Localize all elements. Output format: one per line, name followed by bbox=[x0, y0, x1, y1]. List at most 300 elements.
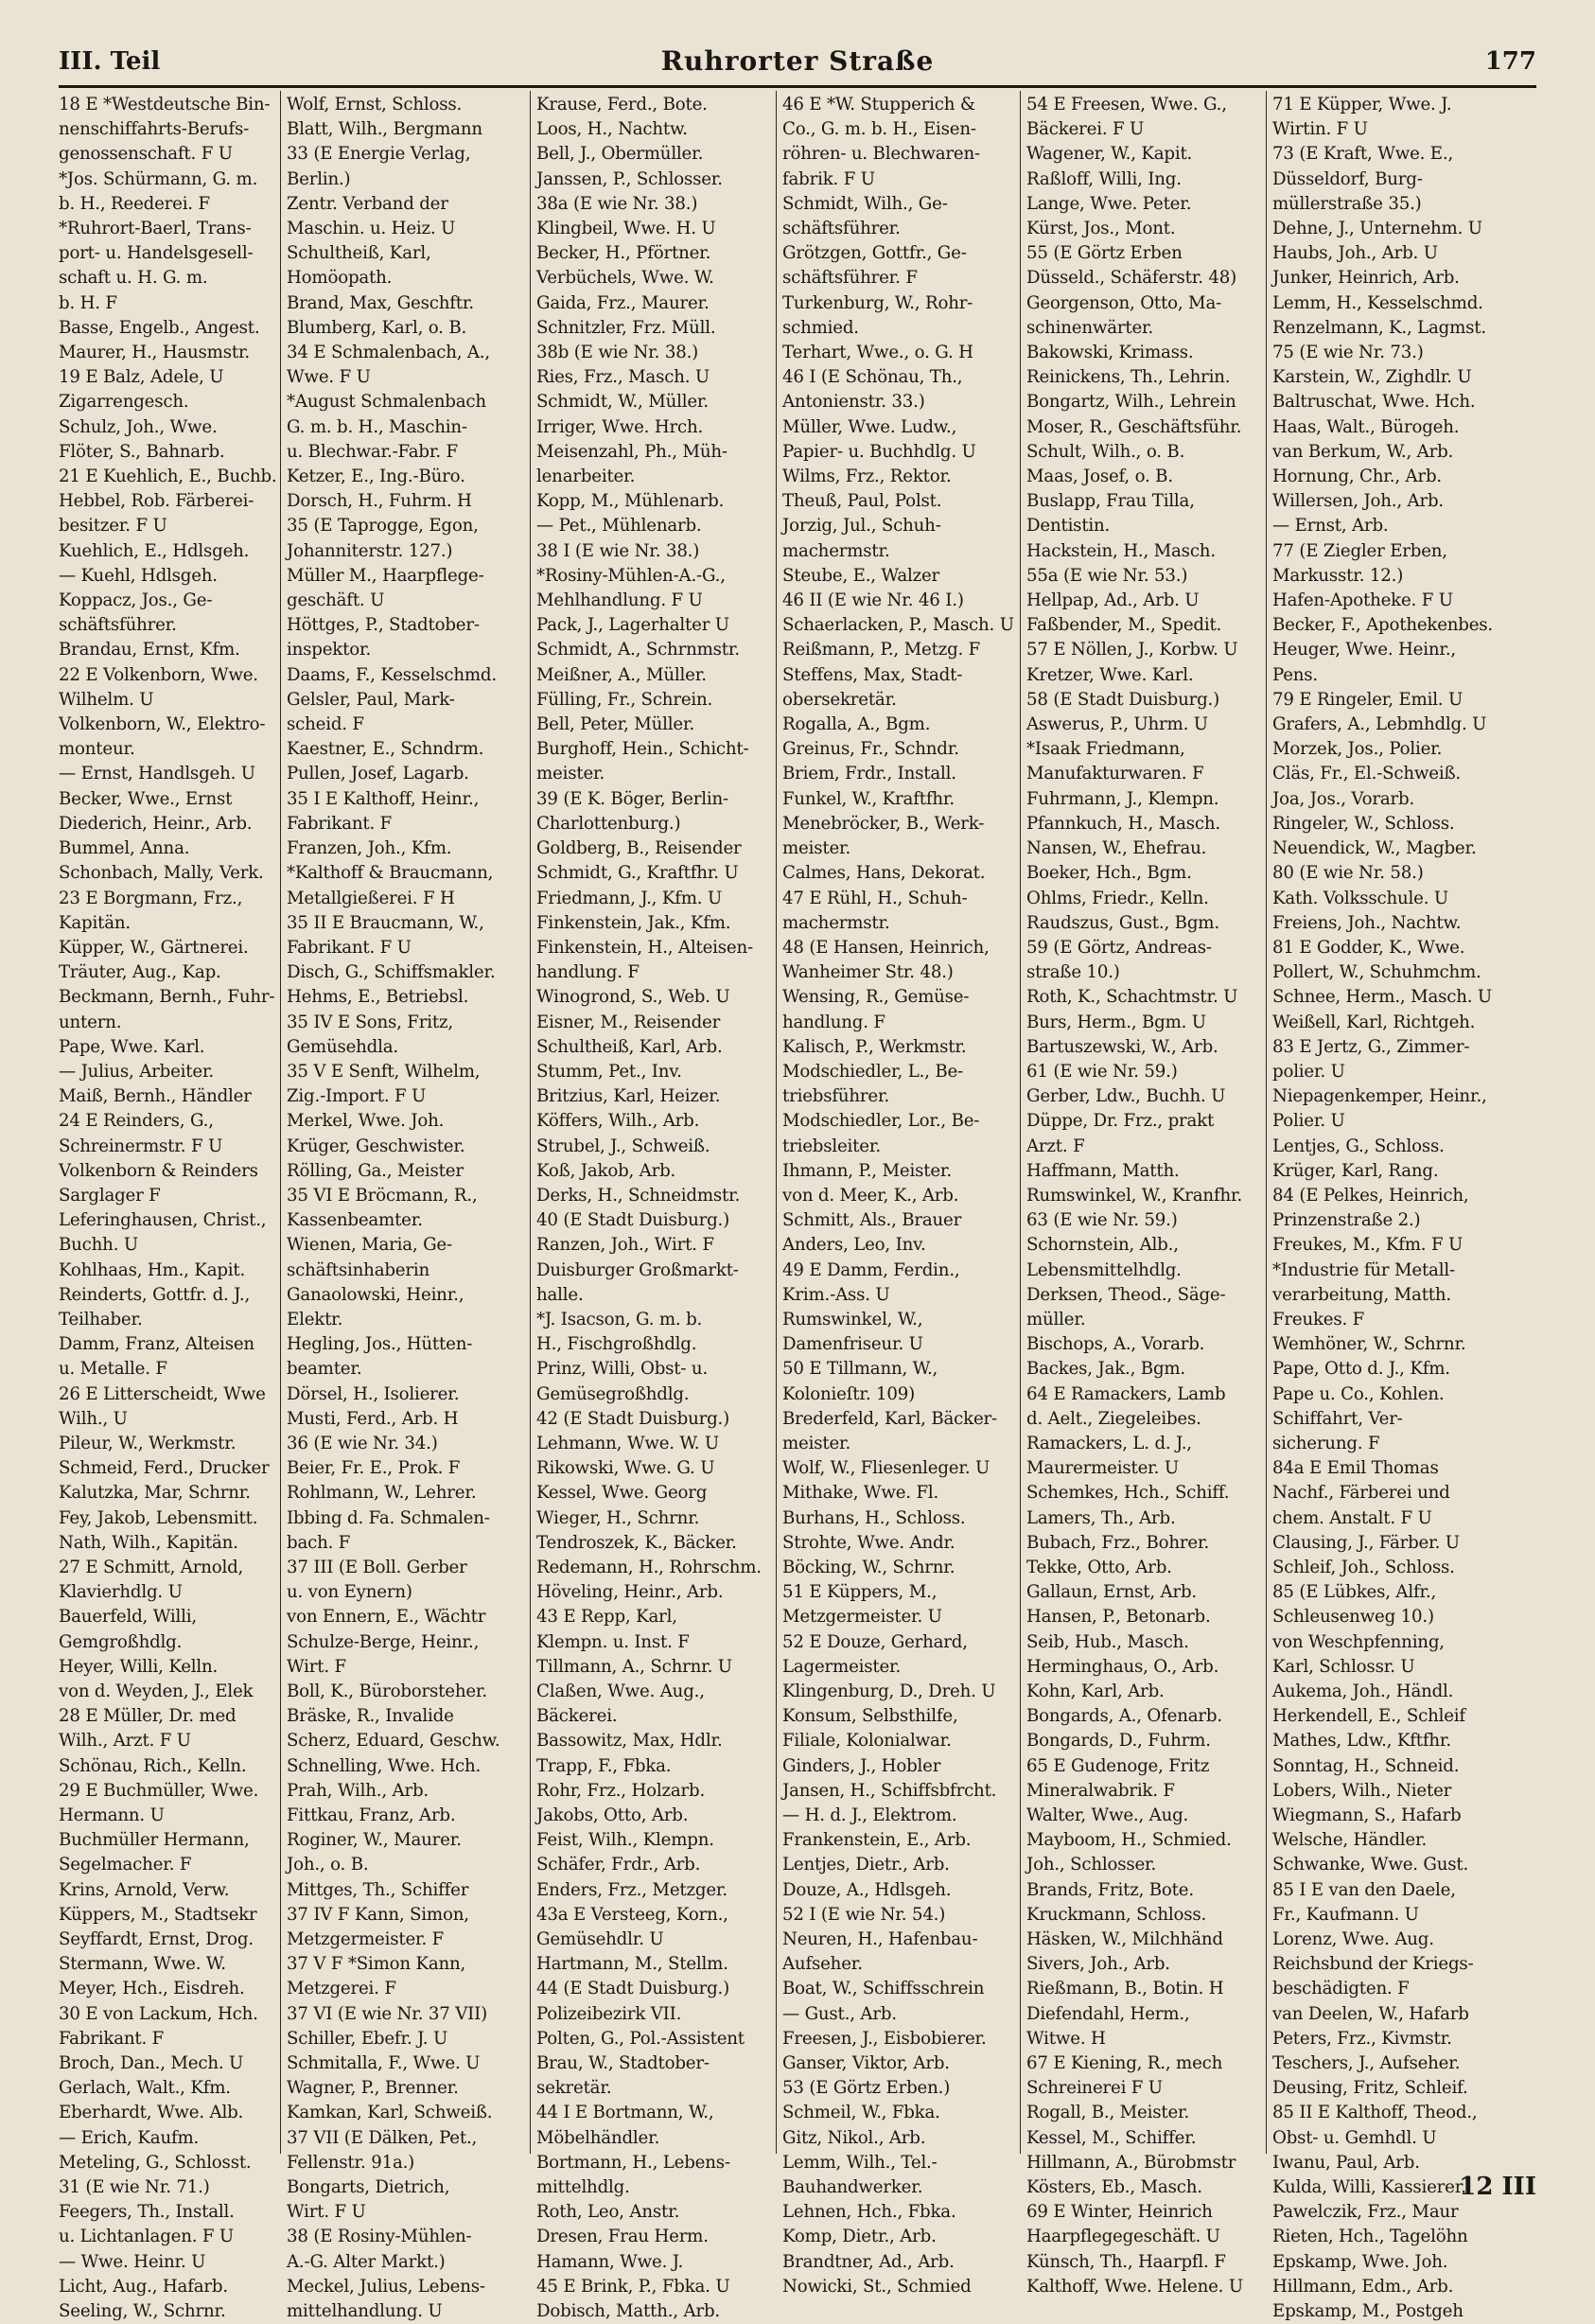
directory-entry: Merkel, Wwe. Joh. bbox=[287, 1111, 445, 1132]
directory-entry: Düsseld., Schäferstr. 48) bbox=[1026, 268, 1237, 289]
directory-entry: sekretär. bbox=[536, 2078, 612, 2099]
directory-entry: 55a (E wie Nr. 53.) bbox=[1026, 565, 1188, 586]
directory-entry: scheid. F bbox=[287, 714, 364, 735]
directory-entry: 84a E Emil Thomas bbox=[1272, 1458, 1439, 1479]
directory-entry: Boll, K., Büroborsteher. bbox=[287, 1681, 488, 1701]
directory-entry: Winogrond, S., Web. U bbox=[536, 987, 730, 1008]
directory-entry: Niepagenkemper, Heinr., bbox=[1272, 1086, 1487, 1107]
directory-entry: Lamers, Th., Arb. bbox=[1026, 1507, 1176, 1528]
directory-entry: Lemm, Wilh., Tel.- bbox=[782, 2152, 938, 2173]
directory-entry: Menebröcker, B., Werk- bbox=[782, 813, 985, 834]
directory-entry: Maurermeister. U bbox=[1026, 1458, 1179, 1479]
directory-entry: 34 E Schmalenbach, A., bbox=[287, 343, 490, 363]
directory-entry: 84 (E Pelkes, Heinrich, bbox=[1272, 1185, 1469, 1206]
directory-entry: Calmes, Hans, Dekorat. bbox=[782, 863, 986, 884]
directory-entry: Fr., Kaufmann. U bbox=[1272, 1904, 1419, 1925]
directory-entry: schmied. bbox=[782, 317, 859, 338]
directory-entry: 39 (E K. Böger, Berlin- bbox=[536, 788, 728, 809]
directory-entry: 35 V E Senft, Wilhelm, bbox=[287, 1061, 481, 1082]
directory-entry: Rumswinkel, W., Kranfhr. bbox=[1026, 1185, 1243, 1206]
directory-entry: Stermann, Wwe. W. bbox=[59, 1954, 226, 1975]
directory-entry: Gemüsegroßhdlg. bbox=[536, 1383, 690, 1404]
directory-entry: Kapitän. bbox=[59, 912, 131, 933]
directory-entry: Komp, Dietr., Arb. bbox=[782, 2227, 937, 2247]
directory-entry: 44 I E Bortmann, W., bbox=[536, 2103, 714, 2123]
directory-entry: Rogall, B., Meister. bbox=[1026, 2103, 1190, 2123]
directory-entry: Rikowski, Wwe. G. U bbox=[536, 1458, 715, 1479]
directory-entry: Karstein, W., Zighdlr. U bbox=[1272, 367, 1472, 388]
directory-entry: Teilhaber. bbox=[59, 1309, 143, 1329]
directory-entry: Schreinermstr. F U bbox=[59, 1136, 223, 1156]
directory-entry: Nath, Wilh., Kapitän. bbox=[59, 1532, 238, 1553]
directory-entry: schaft u. H. G. m. bbox=[59, 268, 208, 289]
directory-entry: 35 IV E Sons, Fritz, bbox=[287, 1012, 453, 1032]
column-4 bbox=[776, 91, 1020, 2297]
directory-entry: Schwanke, Wwe. Gust. bbox=[1272, 1855, 1469, 1875]
directory-entry: Gemgroßhdlg. bbox=[59, 1631, 183, 1652]
directory-entry: Welsche, Händler. bbox=[1272, 1830, 1428, 1851]
directory-entry: 47 E Rühl, H., Schuh- bbox=[782, 888, 968, 908]
directory-entry: Ringeler, W., Schloss. bbox=[1272, 813, 1455, 834]
directory-entry: Heyer, Willi, Kelln. bbox=[59, 1656, 219, 1677]
directory-entry: Häsken, W., Milchhänd bbox=[1026, 1929, 1223, 1950]
directory-entry: u. Lichtanlagen. F U bbox=[59, 2227, 235, 2247]
directory-entry: 46 E *W. Stupperich & bbox=[782, 95, 975, 114]
directory-entry: 38 I (E wie Nr. 38.) bbox=[536, 540, 700, 561]
directory-entry: Krins, Arnold, Verw. bbox=[59, 1879, 230, 1900]
directory-entry: Mayboom, H., Schmied. bbox=[1026, 1830, 1232, 1851]
directory-entry: bach. F bbox=[287, 1532, 351, 1553]
directory-entry: 57 E Nöllen, J., Korbw. U bbox=[1026, 640, 1238, 660]
directory-entry: Maas, Josef, o. B. bbox=[1026, 467, 1173, 487]
directory-entry: Mithake, Wwe. Fl. bbox=[782, 1483, 939, 1504]
directory-entry: Ries, Frz., Masch. U bbox=[536, 367, 710, 388]
directory-entry: Buslapp, Frau Tilla, bbox=[1026, 491, 1195, 512]
directory-entry: 64 E Ramackers, Lamb bbox=[1026, 1383, 1226, 1404]
directory-entry: van Berkum, W., Arb. bbox=[1272, 441, 1454, 462]
directory-entry: Dörsel, H., Isolierer. bbox=[287, 1383, 460, 1404]
directory-entry: Burs, Herm., Bgm. U bbox=[1026, 1012, 1206, 1032]
directory-entry: Reinderts, Gottfr. d. J., bbox=[59, 1284, 251, 1305]
directory-entry: Roginer, W., Maurer. bbox=[287, 1830, 462, 1851]
directory-entry: Reichsbund der Kriegs- bbox=[1272, 1954, 1474, 1975]
directory-entry: Klavierhdlg. U bbox=[59, 1582, 183, 1603]
directory-entry: Aswerus, P., Uhrm. U bbox=[1026, 714, 1208, 735]
directory-entry: Mineralwabrik. F bbox=[1026, 1780, 1175, 1801]
directory-entry: Eberhardt, Wwe. Alb. bbox=[59, 2103, 244, 2123]
directory-entry: Schonbach, Mally, Verk. bbox=[59, 863, 264, 884]
directory-entry: — Gust., Arb. bbox=[782, 2003, 897, 2024]
directory-entry: Tendroszek, K., Bäcker. bbox=[536, 1532, 737, 1553]
directory-entry: Müller, Wwe. Ludw., bbox=[782, 416, 957, 437]
directory-entry: Fey, Jakob, Lebensmitt. bbox=[59, 1507, 258, 1528]
directory-entry: Meckel, Julius, Lebens- bbox=[287, 2276, 485, 2297]
directory-entry: Epskamp, M., Postgeh bbox=[1272, 2301, 1464, 2322]
directory-entry: Papier- u. Buchhdlg. U bbox=[782, 441, 976, 462]
directory-entry: 75 (E wie Nr. 73.) bbox=[1272, 343, 1424, 363]
directory-entry: Freukes, M., Kfm. F U bbox=[1272, 1235, 1464, 1256]
directory-entry: Ganaolowski, Heinr., bbox=[287, 1284, 464, 1305]
directory-entry: Georgenson, Otto, Ma- bbox=[1026, 292, 1222, 313]
directory-entry: 35 I E Kalthoff, Heinr., bbox=[287, 788, 480, 809]
directory-entry: Redemann, H., Rohrschm. bbox=[536, 1557, 762, 1577]
directory-entry: Möbelhändler. bbox=[536, 2127, 660, 2148]
directory-entry: fabrik. F U bbox=[782, 168, 875, 189]
directory-entry: Krüger, Geschwister. bbox=[287, 1136, 465, 1156]
directory-entry: Rießmann, B., Botin. H bbox=[1026, 1979, 1224, 1999]
directory-entry: b. H. F bbox=[59, 292, 117, 313]
directory-entry: 28 E Müller, Dr. med bbox=[59, 1706, 237, 1727]
directory-entry: *Kalthoff & Braucmann, bbox=[287, 863, 494, 884]
directory-entry: Wagner, P., Brenner. bbox=[287, 2078, 459, 2099]
directory-entry: A.-G. Alter Markt.) bbox=[287, 2251, 446, 2272]
directory-entry: Leferinghausen, Christ., bbox=[59, 1210, 267, 1231]
directory-entry: Meteling, G., Schlosst. bbox=[59, 2152, 252, 2173]
directory-entry: van Deelen, W., Hafarb bbox=[1272, 2003, 1469, 2024]
directory-entry: Küppers, M., Stadtsekr bbox=[59, 1904, 257, 1925]
directory-entry: Burghoff, Hein., Schicht- bbox=[536, 739, 749, 760]
directory-entry: Träuter, Aug., Kap. bbox=[59, 962, 221, 983]
directory-entry: Enders, Frz., Metzger. bbox=[536, 1879, 727, 1900]
directory-entry: Nachf., Färberei und bbox=[1272, 1483, 1450, 1504]
directory-entry: Hartmann, M., Stellm. bbox=[536, 1954, 728, 1975]
directory-entry: 43a E Versteeg, Korn., bbox=[536, 1904, 728, 1925]
directory-entry: Lemm, H., Kesselschmd. bbox=[1272, 292, 1483, 313]
directory-entry: Hermann. U bbox=[59, 1805, 165, 1826]
directory-entry: Reinickens, Th., Lehrin. bbox=[1026, 367, 1231, 388]
directory-entry: 30 E von Lackum, Hch. bbox=[59, 2003, 258, 2024]
directory-entry: Fülling, Fr., Schrein. bbox=[536, 689, 713, 710]
directory-entry: *Rosiny-Mühlen-A.-G., bbox=[536, 565, 726, 586]
directory-entry: Hansen, P., Betonarb. bbox=[1026, 1607, 1211, 1628]
directory-entry: lenarbeiter. bbox=[536, 467, 636, 487]
directory-entry: Hebbel, Rob. Färberei- bbox=[59, 491, 254, 512]
directory-entry: Koppacz, Jos., Ge- bbox=[59, 590, 213, 611]
directory-entry: Mehlhandlung. F U bbox=[536, 590, 703, 611]
directory-entry: Schreinerei F U bbox=[1026, 2078, 1163, 2099]
directory-entry: — Ernst, Arb. bbox=[1272, 516, 1389, 537]
directory-entry: Lentjes, Dietr., Arb. bbox=[782, 1855, 950, 1875]
directory-entry: Reißmann, P., Metzg. F bbox=[782, 640, 981, 660]
directory-entry: 71 E Küpper, Wwe. J. bbox=[1272, 95, 1452, 114]
directory-entry: 37 IV F Kann, Simon, bbox=[287, 1904, 469, 1925]
directory-entry: Bräske, R., Invalide bbox=[287, 1706, 454, 1727]
directory-entry: Fuhrmann, J., Klempn. bbox=[1026, 788, 1219, 809]
directory-entry: Jakobs, Otto, Arb. bbox=[536, 1805, 689, 1826]
directory-entry: Brederfeld, Karl, Bäcker- bbox=[782, 1408, 997, 1429]
directory-entry: Johanniterstr. 127.) bbox=[287, 540, 453, 561]
directory-entry: Kessel, Wwe. Georg bbox=[536, 1483, 708, 1504]
directory-entry: Bongartz, Wilh., Lehrein bbox=[1026, 392, 1236, 413]
directory-entry: Schultheiß, Karl, Arb. bbox=[536, 1036, 723, 1057]
directory-entry: Disch, G., Schiffsmakler. bbox=[287, 962, 496, 983]
directory-entry: Joa, Jos., Vorarb. bbox=[1272, 788, 1415, 809]
directory-entry: Sonntag, H., Schneid. bbox=[1272, 1755, 1460, 1776]
directory-entry: Beier, Fr. E., Prok. F bbox=[287, 1458, 461, 1479]
directory-entry: Rohr, Frz., Holzarb. bbox=[536, 1780, 706, 1801]
directory-entry: Goldberg, B., Reisender bbox=[536, 838, 742, 859]
directory-entry: Roth, K., Schachtmstr. U bbox=[1026, 987, 1238, 1008]
directory-entry: Polier. U bbox=[1272, 1111, 1345, 1132]
directory-entry: 36 (E wie Nr. 34.) bbox=[287, 1433, 438, 1453]
directory-entry: Schult, Wilh., o. B. bbox=[1026, 441, 1185, 462]
directory-entry: 37 III (E Boll. Gerber bbox=[287, 1557, 467, 1577]
directory-entry: Mathes, Ldw., Kftfhr. bbox=[1272, 1731, 1451, 1752]
directory-entry: mittelhandlung. U bbox=[287, 2301, 443, 2322]
directory-entry: Gitz, Nikol., Arb. bbox=[782, 2127, 926, 2148]
directory-entry: meister. bbox=[782, 1433, 851, 1453]
directory-entry: Seyffardt, Ernst, Drog. bbox=[59, 1929, 254, 1950]
directory-entry: Rohlmann, W., Lehrer. bbox=[287, 1483, 477, 1504]
directory-entry: *Isaak Friedmann, bbox=[1026, 739, 1185, 760]
directory-entry: port- u. Handelsgesell- bbox=[59, 243, 254, 264]
directory-entry: 77 (E Ziegler Erben, bbox=[1272, 540, 1447, 561]
directory-entry: Hafen-Apotheke. F U bbox=[1272, 590, 1453, 611]
directory-entry: handlung. F bbox=[782, 1012, 885, 1032]
directory-entry: Meisenzahl, Ph., Müh- bbox=[536, 441, 727, 462]
directory-entry: 51 E Küppers, M., bbox=[782, 1582, 938, 1603]
directory-entry: Neuendick, W., Magber. bbox=[1272, 838, 1477, 859]
directory-entry: Rumswinkel, W., bbox=[782, 1309, 923, 1329]
directory-entry: Schnelling, Wwe. Hch. bbox=[287, 1755, 482, 1776]
directory-entry: Pawelczik, Frz., Maur bbox=[1272, 2202, 1459, 2223]
directory-entry: 49 E Damm, Ferdin., bbox=[782, 1259, 960, 1280]
directory-entry: Grötzgen, Gottfr., Ge- bbox=[782, 243, 967, 264]
directory-entry: Müller M., Haarpflege- bbox=[287, 565, 484, 586]
directory-entry: Derksen, Theod., Säge- bbox=[1026, 1284, 1226, 1305]
directory-entry: Duisburger Großmarkt- bbox=[536, 1259, 739, 1280]
directory-entry: 55 (E Görtz Erben bbox=[1026, 243, 1183, 264]
directory-entry: 21 E Kuehlich, E., Buchb. bbox=[59, 467, 277, 487]
directory-entry: Schmidt, W., Müller. bbox=[536, 392, 710, 413]
directory-entry: Maschin. u. Heiz. U bbox=[287, 219, 456, 239]
directory-entry: Feist, Wilh., Klempn. bbox=[536, 1830, 714, 1851]
directory-entry: Irriger, Wwe. Hrch. bbox=[536, 416, 704, 437]
directory-entry: Berlin.) bbox=[287, 168, 351, 189]
directory-entry: Ramackers, L. d. J., bbox=[1026, 1433, 1192, 1453]
directory-entry: 61 (E wie Nr. 59.) bbox=[1026, 1061, 1178, 1082]
directory-entry: Düsseldorf, Burg- bbox=[1272, 168, 1423, 189]
directory-entry: triebsleiter. bbox=[782, 1136, 881, 1156]
directory-entry: Janssen, P., Schlosser. bbox=[536, 168, 723, 189]
directory-entry: Haubs, Joh., Arb. U bbox=[1272, 243, 1438, 264]
directory-entry: Finkenstein, H., Alteisen- bbox=[536, 937, 753, 958]
directory-entry: Peters, Frz., Kivmstr. bbox=[1272, 2028, 1452, 2049]
directory-entry: 19 E Balz, Adele, U bbox=[59, 367, 224, 388]
directory-entry: Höttges, P., Stadtober- bbox=[287, 615, 480, 636]
street-title: Ruhrorter Straße bbox=[660, 45, 935, 77]
directory-entry: Tekke, Otto, Arb. bbox=[1026, 1557, 1172, 1577]
directory-entry: Schiller, Ebefr. J. U bbox=[287, 2028, 448, 2049]
directory-entry: 29 E Buchmüller, Wwe. bbox=[59, 1780, 259, 1801]
directory-entry: Haas, Walt., Bürogeh. bbox=[1272, 416, 1460, 437]
directory-entry: Ketzer, E., Ing.-Büro. bbox=[287, 467, 465, 487]
directory-entry: 73 (E Kraft, Wwe. E., bbox=[1272, 144, 1454, 165]
directory-entry: Cläs, Fr., El.-Schweiß. bbox=[1272, 764, 1461, 784]
directory-entry: Hehms, E., Betriebsl. bbox=[287, 987, 469, 1008]
directory-entry: Lagermeister. bbox=[782, 1656, 902, 1677]
directory-entry: sicherung. F bbox=[1272, 1433, 1380, 1453]
directory-entry: *August Schmalenbach bbox=[287, 392, 486, 413]
directory-entry: Dehne, J., Unternehm. U bbox=[1272, 219, 1482, 239]
directory-entry: u. Metalle. F bbox=[59, 1359, 167, 1380]
directory-entry: Broch, Dan., Mech. U bbox=[59, 2053, 244, 2074]
directory-entry: 63 (E wie Nr. 59.) bbox=[1026, 1210, 1178, 1231]
directory-entry: Wienen, Maria, Ge- bbox=[287, 1235, 452, 1256]
directory-entry: Theuß, Paul, Polst. bbox=[782, 491, 942, 512]
directory-entry: 69 E Winter, Heinrich bbox=[1026, 2202, 1213, 2223]
directory-entry: Kulda, Willi, Kassierer. bbox=[1272, 2177, 1466, 2198]
directory-entry: obersekretär. bbox=[782, 689, 897, 710]
column-1 bbox=[59, 91, 280, 2322]
directory-entry: halle. bbox=[536, 1284, 584, 1305]
directory-entry: 85 II E Kalthoff, Theod., bbox=[1272, 2103, 1478, 2123]
directory-entry: Segelmacher. F bbox=[59, 1855, 192, 1875]
directory-entry: Turkenburg, W., Rohr- bbox=[782, 292, 973, 313]
directory-entry: von d. Weyden, J., Elek bbox=[59, 1681, 254, 1701]
directory-entry: Scherz, Eduard, Geschw. bbox=[287, 1731, 500, 1752]
directory-entry: Teschers, J., Aufseher. bbox=[1272, 2053, 1461, 2074]
directory-entry: Roth, Leo, Anstr. bbox=[536, 2202, 680, 2223]
directory-entry: Diederich, Heinr., Arb. bbox=[59, 813, 253, 834]
directory-entry: 46 I (E Schönau, Th., bbox=[782, 367, 963, 388]
directory-entry: *Ruhrort-Baerl, Trans- bbox=[59, 219, 252, 239]
directory-entry: Lorenz, Wwe. Aug. bbox=[1272, 1929, 1434, 1950]
directory-entry: Neuren, H., Hafenbau- bbox=[782, 1929, 978, 1950]
directory-entry: Schulz, Joh., Wwe. bbox=[59, 416, 218, 437]
directory-entry: Krim.-Ass. U bbox=[782, 1284, 890, 1305]
directory-entry: 18 E *Westdeutsche Bin- bbox=[59, 95, 271, 114]
directory-entry: Kruckmann, Schloss. bbox=[1026, 1904, 1207, 1925]
directory-entry: Wilms, Frz., Rektor. bbox=[782, 467, 952, 487]
directory-entry: Schmidt, A., Schrnmstr. bbox=[536, 640, 740, 660]
directory-entry: Funkel, W., Kraftfhr. bbox=[782, 788, 955, 809]
directory-entry: Fellenstr. 91a.) bbox=[287, 2152, 415, 2173]
signature-mark: 12 III bbox=[1459, 2173, 1536, 2201]
directory-entry: Polten, G., Pol.-Assistent bbox=[536, 2028, 745, 2049]
directory-entry: Klingbeil, Wwe. H. U bbox=[536, 219, 716, 239]
directory-entry: Joh., Schlosser. bbox=[1026, 1855, 1157, 1875]
directory-entry: Kürst, Jos., Mont. bbox=[1026, 219, 1176, 239]
directory-entry: Tillmann, A., Schrnr. U bbox=[536, 1656, 732, 1677]
directory-entry: Kohlhaas, Hm., Kapit. bbox=[59, 1259, 246, 1280]
directory-entry: Kessel, M., Schiffer. bbox=[1026, 2127, 1197, 2148]
directory-entry: Pape, Wwe. Karl. bbox=[59, 1036, 205, 1057]
directory-entry: Modschiedler, Lor., Be- bbox=[782, 1111, 980, 1132]
directory-entry: 31 (E wie Nr. 71.) bbox=[59, 2177, 210, 2198]
page-number: 177 bbox=[1484, 47, 1536, 76]
directory-entry: Volkenborn & Reinders bbox=[59, 1160, 258, 1181]
directory-entry: Kretzer, Wwe. Karl. bbox=[1026, 664, 1194, 685]
directory-entry: Wolf, Ernst, Schloss. bbox=[287, 95, 463, 114]
directory-entry: Wilh., U bbox=[59, 1408, 128, 1429]
directory-entry: Bakowski, Krimass. bbox=[1026, 343, 1194, 363]
directory-entry: Brand, Max, Geschftr. bbox=[287, 292, 474, 313]
directory-entry: Klempn. u. Inst. F bbox=[536, 1631, 690, 1652]
directory-entry: Gerlach, Walt., Kfm. bbox=[59, 2078, 231, 2099]
directory-entry: 65 E Gudenoge, Fritz bbox=[1026, 1755, 1210, 1776]
directory-entry: Wagener, W., Kapit. bbox=[1026, 144, 1193, 165]
directory-entry: *Industrie für Metall- bbox=[1272, 1259, 1455, 1280]
directory-entry: Schemkes, Hch., Schiff. bbox=[1026, 1483, 1230, 1504]
directory-entry: Wwe. F U bbox=[287, 367, 371, 388]
directory-entry: Maurer, H., Hausmstr. bbox=[59, 343, 251, 363]
directory-entry: Düppe, Dr. Frz., prakt bbox=[1026, 1111, 1215, 1132]
directory-entry: Burhans, H., Schloss. bbox=[782, 1507, 966, 1528]
directory-entry: 52 E Douze, Gerhard, bbox=[782, 1631, 968, 1652]
directory-entry: Polizeibezirk VII. bbox=[536, 2003, 682, 2024]
directory-entry: Witwe. H bbox=[1026, 2028, 1106, 2049]
directory-entry: Bell, J., Obermüller. bbox=[536, 144, 704, 165]
directory-entry: Bubach, Frz., Bohrer. bbox=[1026, 1532, 1210, 1553]
directory-entry: Deusing, Fritz, Schleif. bbox=[1272, 2078, 1468, 2099]
directory-entry: Charlottenburg.) bbox=[536, 813, 681, 834]
directory-entry: Sarglager F bbox=[59, 1185, 161, 1206]
directory-entry: 27 E Schmitt, Arnold, bbox=[59, 1557, 244, 1577]
directory-entry: Boeker, Hch., Bgm. bbox=[1026, 863, 1192, 884]
directory-entry: Hillmann, A., Bürobmstr bbox=[1026, 2152, 1236, 2173]
directory-entry: Diefendahl, Herm., bbox=[1026, 2003, 1190, 2024]
directory-entry: Kassenbeamter. bbox=[287, 1210, 423, 1231]
directory-entry: Morzek, Jos., Polier. bbox=[1272, 739, 1443, 760]
directory-entry: Wirt. F bbox=[287, 1656, 346, 1677]
directory-entry: Franzen, Joh., Kfm. bbox=[287, 838, 452, 859]
directory-entry: Volkenborn, W., Elektro- bbox=[59, 714, 266, 735]
directory-entry: 67 E Kiening, R., mech bbox=[1026, 2053, 1223, 2074]
directory-entry: 24 E Reinders, G., bbox=[59, 1111, 214, 1132]
directory-entry: 54 E Freesen, Wwe. G., bbox=[1026, 95, 1227, 114]
directory-entry: Konsum, Selbsthilfe, bbox=[782, 1706, 958, 1727]
directory-entry: Friedmann, J., Kfm. U bbox=[536, 888, 723, 908]
directory-entry: besitzer. F U bbox=[59, 516, 167, 537]
directory-entry: Haarpflegegeschäft. U bbox=[1026, 2227, 1220, 2247]
directory-entry: beamter. bbox=[287, 1359, 362, 1380]
directory-entry: Hellpap, Ad., Arb. U bbox=[1026, 590, 1200, 611]
directory-entry: Epskamp, Wwe. Joh. bbox=[1272, 2251, 1448, 2272]
directory-entry: Bischops, A., Vorarb. bbox=[1026, 1334, 1205, 1355]
directory-entry: Seeling, W., Schrnr. bbox=[59, 2301, 226, 2322]
directory-entry: Raßloff, Willi, Ing. bbox=[1026, 168, 1182, 189]
directory-entry: Aukema, Joh., Händl. bbox=[1272, 1681, 1454, 1701]
directory-entry: Bongards, A., Ofenarb. bbox=[1026, 1706, 1222, 1727]
directory-entry: Schornstein, Alb., bbox=[1026, 1235, 1179, 1256]
directory-entry: — Kuehl, Hdlsgeh. bbox=[59, 565, 218, 586]
directory-entry: Schmidt, G., Kraftfhr. U bbox=[536, 863, 739, 884]
directory-entry: 85 (E Lübkes, Alfr., bbox=[1272, 1582, 1437, 1603]
directory-entry: Verbüchels, Wwe. W. bbox=[536, 268, 714, 289]
header-rule bbox=[59, 85, 1536, 88]
directory-entry: Jorzig, Jul., Schuh- bbox=[782, 516, 941, 537]
directory-entry: Raudszus, Gust., Bgm. bbox=[1026, 912, 1219, 933]
directory-entry: Finkenstein, Jak., Kfm. bbox=[536, 912, 731, 933]
directory-entry: 42 (E Stadt Duisburg.) bbox=[536, 1408, 730, 1429]
directory-entry: Brandau, Ernst, Kfm. bbox=[59, 640, 240, 660]
directory-entry: Wiegmann, S., Hafarb bbox=[1272, 1805, 1462, 1826]
directory-entry: Dentistin. bbox=[1026, 516, 1111, 537]
directory-entry: Derks, H., Schneidmstr. bbox=[536, 1185, 741, 1206]
directory-entry: Schmitt, Als., Brauer bbox=[782, 1210, 962, 1231]
directory-entry: b. H., Reederei. F bbox=[59, 193, 210, 214]
directory-entry: 38b (E wie Nr. 38.) bbox=[536, 343, 699, 363]
directory-entry: Hamann, Wwe. J. bbox=[536, 2251, 684, 2272]
directory-entry: Junker, Heinrich, Arb. bbox=[1272, 268, 1460, 289]
directory-entry: Fittkau, Franz, Arb. bbox=[287, 1805, 456, 1826]
directory-entry: von Ennern, E., Wächtr bbox=[287, 1607, 486, 1628]
directory-entry: Weißell, Karl, Richtgeh. bbox=[1272, 1012, 1476, 1032]
directory-entry: schäftsführer. bbox=[59, 615, 177, 636]
directory-entry: Koß, Jakob, Arb. bbox=[536, 1160, 676, 1181]
directory-entry: Strubel, J., Schweiß. bbox=[536, 1136, 710, 1156]
